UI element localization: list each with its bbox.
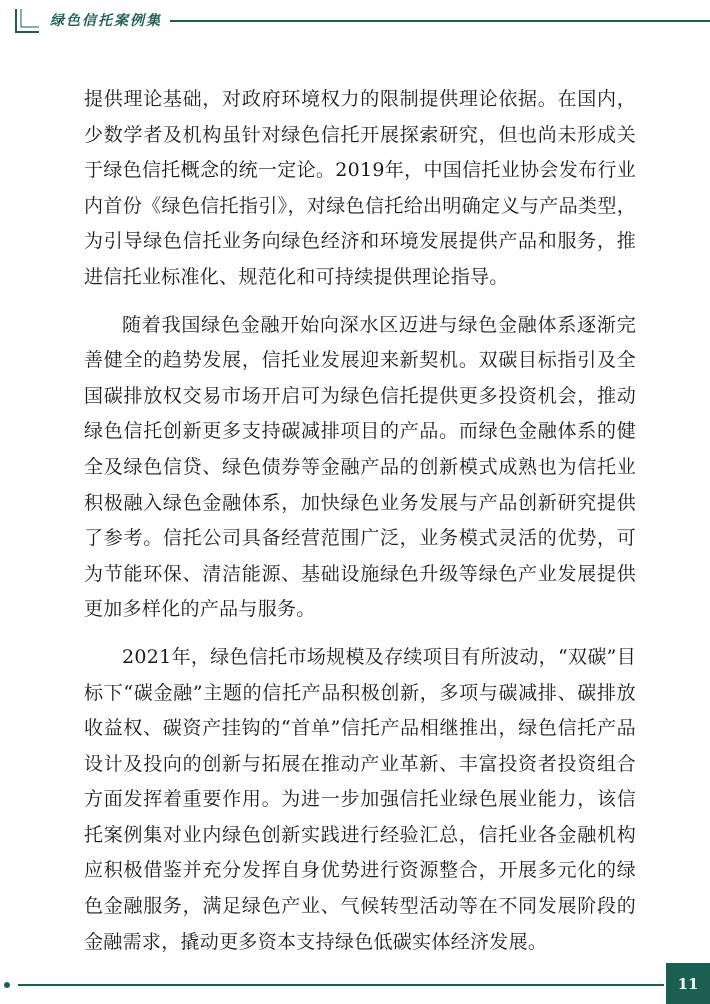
page-number: 11 (666, 963, 710, 1004)
paragraph-3: 2021年，绿色信托市场规模及存续项目有所波动，“双碳”目标下“碳金融”主题的信托产品积极创新，多项与碳减排、碳排放收益权、碳资产挂钩的“首单”信托产品相继推出，绿色信托产品设计及投向的创新与拓展在推动产业革新、丰富投资者投资组合方面发挥着重要作用。为进一步加强信托业绿色展业能力，该信托案例集对业内绿色创新实践进行经验汇总，信托业各金融机构应积极借鉴并充分发挥自身优势进行资源整合，开展多元化的绿色金融服务，满足绿色产业、气候转型活动等在不同发展阶段的金融需求，撬动更多资本支持绿色低碳实体经济发展。 (84, 645, 636, 953)
paragraph-1: 提供理论基础，对政府环境权力的限制提供理论依据。在国内，少数学者及机构虽针对绿色信托开展探索研究，但也尚未形成关于绿色信托概念的统一定论。2019年，中国信托业协会发布行业内首份《绿色信托指引》，对绿色信托给出明确定义与产品类型，为引导绿色信托业务向绿色经济和环境发展提供产品和服务，推进信托业标准化、规范化和可持续提供理论指导。 (84, 88, 636, 288)
paragraph-2: 随着我国绿色金融开始向深水区迈进与绿色金融体系逐渐完善健全的趋势发展，信托业发展迎来新契机。双碳目标指引及全国碳排放权交易市场开启可为绿色信托提供更多投资机会，推动绿色信托创新更多支持碳减排项目的产品。而绿色金融体系的健全及绿色信贷、绿色债券等金融产品的创新模式成熟也为信托业积极融入绿色金融体系，加快绿色业务发展与产品创新研究提供了参考。信托公司具备经营范围广泛，业务模式灵活的优势，可为节能环保、清洁能源、基础设施绿色升级等绿色产业发展提供更加多样化的产品与服务。 (84, 313, 636, 621)
corner-bracket-icon (12, 6, 42, 36)
body-text (84, 82, 636, 962)
header-divider (170, 20, 710, 22)
running-header-title: 绿色信托案例集 (50, 13, 162, 29)
footer-divider (18, 984, 664, 986)
page-header (0, 0, 710, 40)
footer-dot (4, 982, 10, 988)
